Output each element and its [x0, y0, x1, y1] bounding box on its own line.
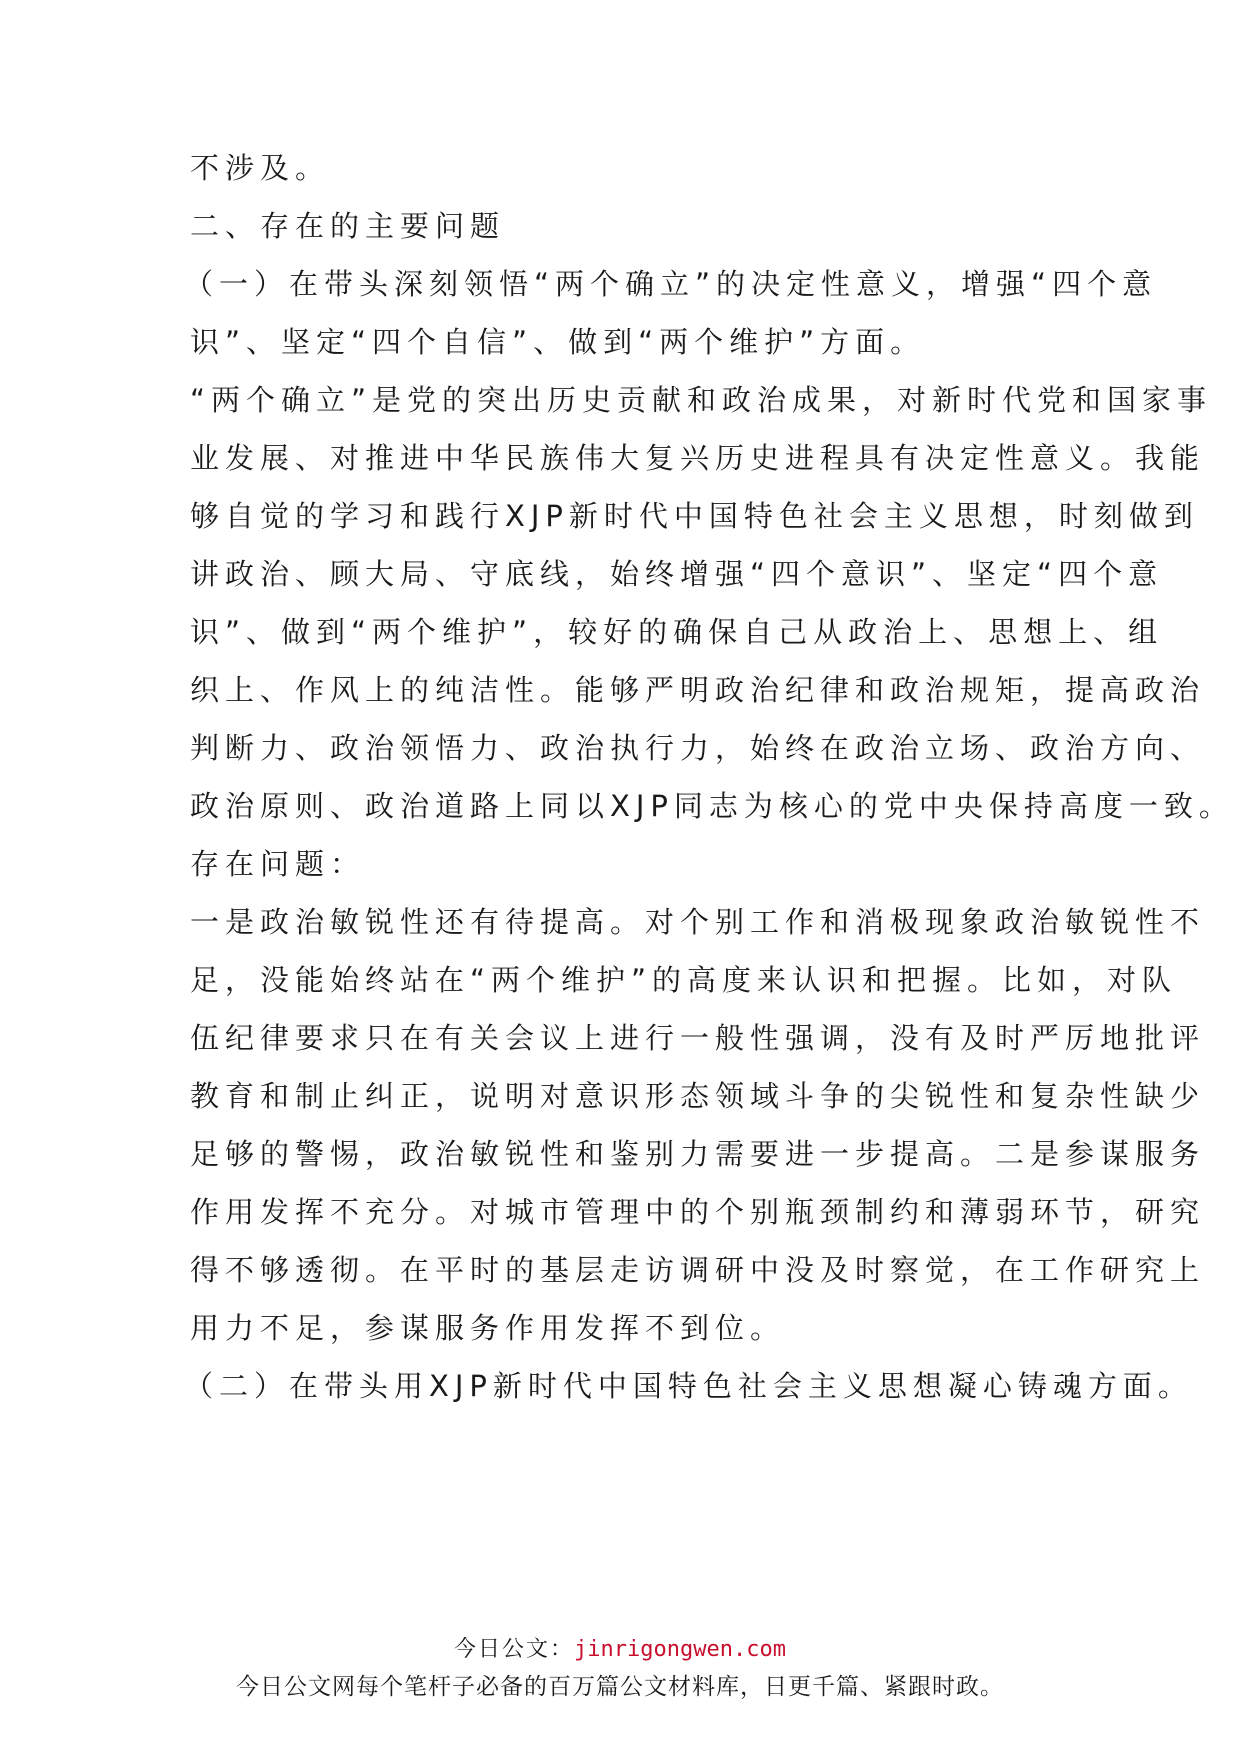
section-heading: 二、存在的主要问题 [190, 209, 506, 243]
footer-label: 今日公文： [454, 1637, 575, 1662]
paragraph-line: 得不够透彻。在平时的基层走访调研中没及时察觉，在工作研究上 [190, 1253, 1206, 1287]
paragraph-line: 一是政治敏锐性还有待提高。对个别工作和消极现象政治敏锐性不 [190, 905, 1206, 939]
paragraph-line: 判断力、政治领悟力、政治执行力，始终在政治立场、政治方向、 [190, 731, 1206, 765]
paragraph-line: 业发展、对推进中华民族伟大复兴历史进程具有决定性意义。我能 [190, 441, 1206, 475]
paragraph-line: 用力不足，参谋服务作用发挥不到位。 [190, 1311, 786, 1345]
subsection-heading: 识”、坚定“四个自信”、做到“两个维护”方面。 [190, 325, 926, 359]
paragraph-line: 足够的警惕，政治敏锐性和鉴别力需要进一步提高。二是参谋服务 [190, 1137, 1206, 1171]
subsection-heading: （二）在带头用XJP新时代中国特色社会主义思想凝心铸魂方面。 [184, 1369, 1193, 1403]
paragraph-line: 教育和制止纠正，说明对意识形态领域斗争的尖锐性和复杂性缺少 [190, 1079, 1206, 1113]
paragraph-line: 不涉及。 [190, 151, 331, 185]
paragraph-line: 存在问题： [190, 847, 366, 881]
footer-url-link[interactable]: jinrigongwen.com [574, 1637, 786, 1662]
paragraph-line: 织上、作风上的纯洁性。能够严明政治纪律和政治规矩，提高政治 [190, 673, 1206, 707]
paragraph-line: 识”、做到“两个维护”，较好的确保自己从政治上、思想上、组 [190, 615, 1164, 649]
paragraph-line: 政治原则、政治道路上同以XJP同志为核心的党中央保持高度一致。 [190, 789, 1234, 823]
subsection-heading: （一）在带头深刻领悟“两个确立”的决定性意义，增强“四个意 [184, 267, 1158, 301]
paragraph-line: 伍纪律要求只在有关会议上进行一般性强调，没有及时严厉地批评 [190, 1021, 1206, 1055]
paragraph-line: “两个确立”是党的突出历史贡献和政治成果，对新时代党和国家事 [190, 383, 1213, 417]
paragraph-line: 足，没能始终站在“两个维护”的高度来认识和把握。比如，对队 [190, 963, 1178, 997]
footer-site-line [0, 1636, 1240, 1664]
paragraph-line: 作用发挥不充分。对城市管理中的个别瓶颈制约和薄弱环节，研究 [190, 1195, 1206, 1229]
paragraph-line: 讲政治、顾大局、守底线，始终增强“四个意识”、坚定“四个意 [190, 557, 1164, 591]
footer-slogan: 今日公文网每个笔杆子必备的百万篇公文材料库，日更千篇、紧跟时政。 [236, 1674, 1004, 1700]
paragraph-line: 够自觉的学习和践行XJP新时代中国特色社会主义思想，时刻做到 [190, 499, 1199, 533]
